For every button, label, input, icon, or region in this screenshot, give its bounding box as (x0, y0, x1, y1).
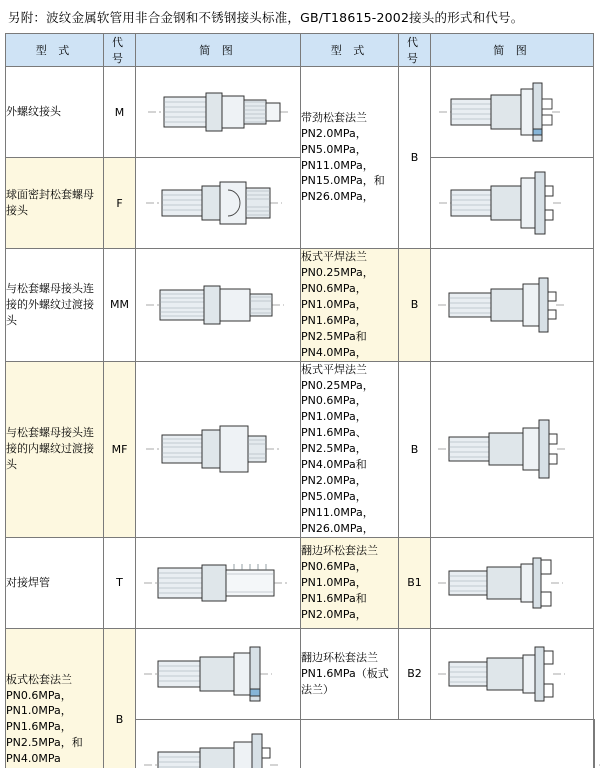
plate-slip-on-flange-drawing (433, 262, 591, 348)
lap-joint-flange-3-drawing (594, 722, 600, 768)
header-type-left: 型 式 (6, 34, 104, 67)
table-row (6, 249, 595, 362)
left-type-1: 球面密封松套螺母接头 (6, 158, 104, 249)
left-figure-1 (136, 158, 301, 249)
right-type-3: 翻边环松套法兰 PN0.6MPa，PN1.0MPa，PN1.6MPa和PN2.0MPa， (301, 537, 399, 628)
male-transition-fitting-drawing (138, 262, 298, 348)
right-code-2: B (399, 361, 431, 537)
table-header (6, 34, 595, 67)
right-type-2: 板式平焊法兰 PN0.25MPa，PN0.6MPa，PN1.0MPa，PN1.6MPa、PN2.5MPa，PN4.0MPa和PN2.0MPa，PN5.0MPa，PN11.0MPa，PN26.0MPa， (301, 361, 399, 537)
header-code-right: 代 号 (399, 34, 431, 67)
left-code-0: M (104, 67, 136, 158)
lap-joint-flange-2-drawing (433, 631, 591, 717)
left-code-3: MF (104, 361, 136, 537)
right-type-4: 翻边环松套法兰 PN1.6MPa（板式法兰） (301, 628, 399, 719)
left-type-4: 对接焊管 (6, 537, 104, 628)
left-code-2: MM (104, 249, 136, 362)
table-row (6, 158, 595, 249)
left-type-0: 外螺纹接头 (6, 67, 104, 158)
left-type-5: 板式松套法兰 PN0.6MPa，PN1.0MPa，PN1.6MPa，PN2.5MPa，和PN4.0MPa (6, 628, 104, 768)
right-figure-3 (431, 537, 594, 628)
ribbed-loose-flange-drawing (433, 69, 591, 155)
right-figure-0b (431, 158, 594, 249)
right-code-4: B2 (399, 628, 431, 719)
table-row (6, 537, 595, 628)
fitting-standard-table (5, 33, 595, 768)
left-figure-5b (136, 719, 301, 768)
plate-slip-on-flange-2-drawing (433, 406, 591, 492)
right-code-0: B (399, 67, 431, 249)
left-type-2: 与松套螺母接头连接的外螺纹过渡接头 (6, 249, 104, 362)
left-code-5: B (104, 628, 136, 768)
right-type-1: 板式平焊法兰 PN0.25MPa，PN0.6MPa，PN1.0MPa，PN1.6MPa，PN2.5MPa和PN4.0MPa， (301, 249, 399, 362)
left-code-1: F (104, 158, 136, 249)
left-figure-5 (136, 628, 301, 719)
right-code-1: B (399, 249, 431, 362)
left-figure-0 (136, 67, 301, 158)
left-code-4: T (104, 537, 136, 628)
table-row (6, 361, 595, 537)
right-figure-4b (594, 719, 595, 768)
right-figure-0 (431, 67, 594, 158)
male-thread-fitting-drawing (138, 69, 298, 155)
table-body (6, 67, 595, 768)
ribbed-loose-flange-drawing-2 (433, 160, 591, 246)
table-row (6, 67, 595, 158)
right-figure-2 (431, 361, 594, 537)
butt-weld-pipe-drawing (138, 540, 298, 626)
plate-loose-flange-drawing-2 (138, 722, 298, 768)
right-bottom-spacer (301, 719, 594, 768)
header-type-right: 型 式 (301, 34, 399, 67)
table-header-row (6, 34, 595, 67)
table-row (6, 628, 595, 719)
lap-joint-flange-drawing (433, 540, 591, 626)
header-figure-right: 简 图 (431, 34, 594, 67)
female-transition-fitting-drawing (138, 406, 298, 492)
plate-loose-flange-drawing (138, 631, 298, 717)
right-figure-4 (431, 628, 594, 719)
left-figure-2 (136, 249, 301, 362)
spherical-seal-union-nut-drawing (138, 160, 298, 246)
left-figure-4 (136, 537, 301, 628)
header-figure-left: 简 图 (136, 34, 301, 67)
right-code-3: B1 (399, 537, 431, 628)
right-figure-1 (431, 249, 594, 362)
header-code-left: 代 号 (104, 34, 136, 67)
page-title: 另附：波纹金属软管用非合金钢和不锈钢接头标准，GB/T18615-2002接头的形式和代号。 (8, 10, 524, 25)
left-figure-3 (136, 361, 301, 537)
right-type-0: 带劲松套法兰 PN2.0MPa，PN5.0MPa，PN11.0MPa，PN15.0MPa，和PN26.0MPa， (301, 67, 399, 249)
left-type-3: 与松套螺母接头连接的内螺纹过渡接头 (6, 361, 104, 537)
